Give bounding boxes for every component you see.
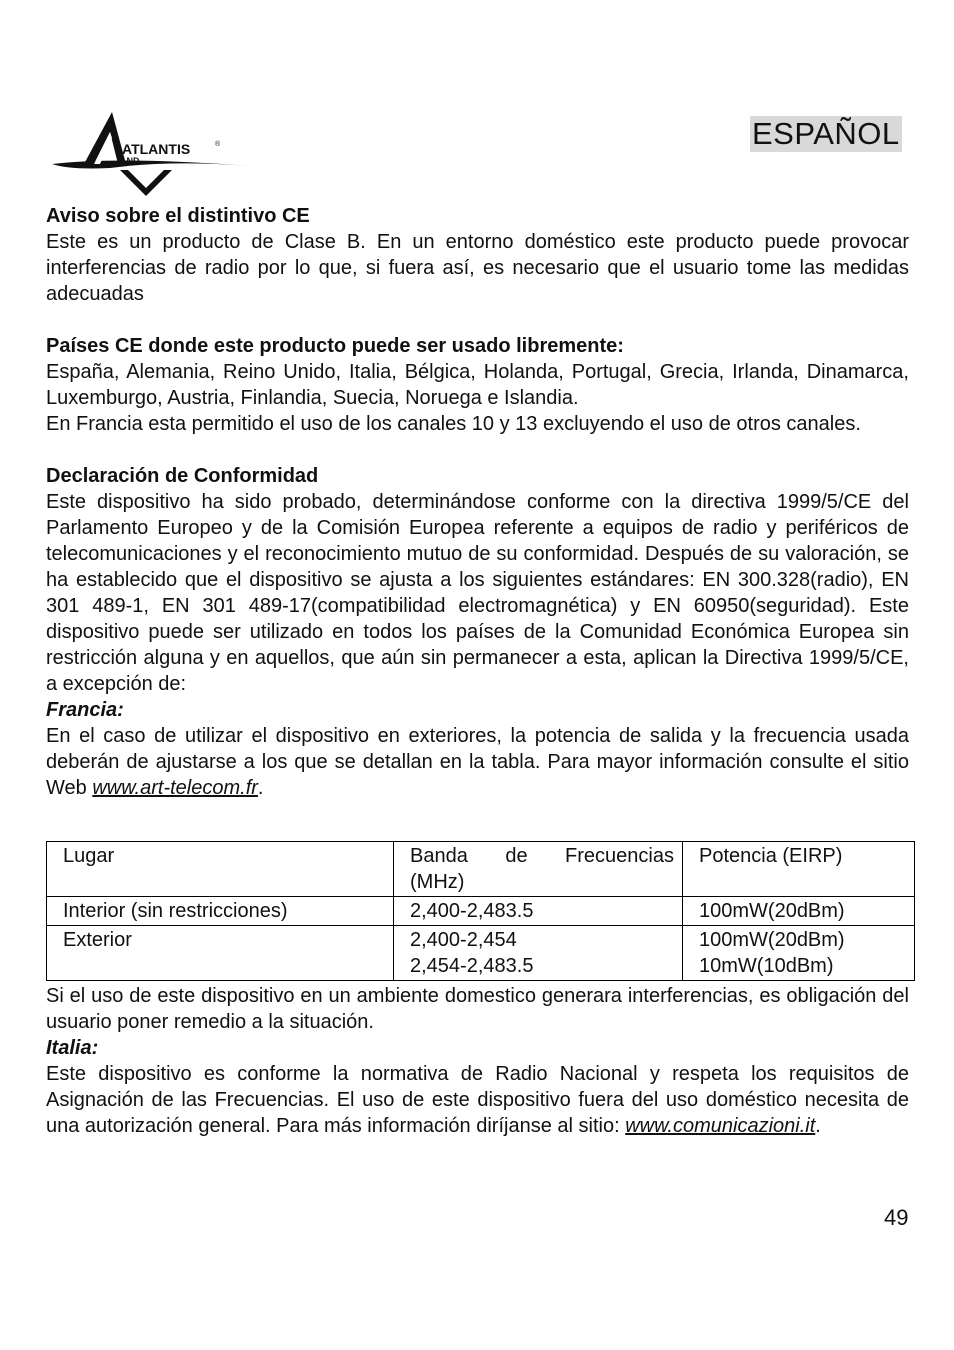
comunicazioni-link[interactable]: www.comunicazioni.it [625, 1115, 816, 1137]
ce-countries-title: Países CE donde este producto puede ser usado libremente: [46, 335, 624, 357]
logo-chevron [120, 170, 172, 196]
conformity-title: Declaración de Conformidad [46, 465, 319, 487]
document-body [46, 203, 909, 1139]
ce-notice-body: Este es un producto de Clase B. En un entorno doméstico este producto puede provocar interferencias de radio por lo que, si fuera así, es necesario que el usuario tome las medidas adecuadas [46, 231, 909, 305]
table-cell: 100mW(20dBm) [683, 897, 915, 926]
art-telecom-link[interactable]: www.art-telecom.fr [92, 777, 258, 799]
language-label: ESPAÑOL [752, 116, 900, 151]
italia-title: Italia: [46, 1037, 99, 1059]
table-cell: 2,400-2,483.5 [394, 897, 683, 926]
table-cell: Exterior [47, 926, 394, 981]
france-channels-note: En Francia esta permitido el uso de los canales 10 y 13 excluyendo el uso de otros canales. [46, 413, 861, 435]
table-cell: 2,400-2,454 2,454-2,483.5 [394, 926, 683, 981]
table-cell: Interior (sin restricciones) [47, 897, 394, 926]
ce-notice-title: Aviso sobre el distintivo CE [46, 205, 310, 227]
logo-text: ATLANTIS [122, 141, 191, 157]
table-header-cell: Banda de Frecuencias (MHz) [394, 842, 683, 897]
table-cell: 100mW(20dBm) 10mW(10dBm) [683, 926, 915, 981]
logo-registered-icon: ® [215, 141, 221, 148]
ce-countries-list: España, Alemania, Reino Unido, Italia, Bélgica, Holanda, Portugal, Grecia, Irlanda, Dinamarca, Luxemburgo, Austria, Finlandia, Suecia, Noruega e Islandia. [46, 361, 909, 409]
atlantis-logo [50, 108, 250, 200]
page-number: 49 [884, 1205, 909, 1230]
logo-swoosh [52, 160, 250, 168]
frequency-table [46, 841, 915, 981]
conformity-body: Este dispositivo ha sido probado, determinándose conforme con la directiva 1999/5/CE del Parlamento Europeo y de la Comisión Europea referente a equipos de radio y periféricos de telecomunicaciones y el reconocimiento mutuo de su conformidad. Después de su valoración, se ha establecido que el dispositivo se ajusta a los siguientes estándares: EN 300.328(radio), EN 301 489-1, EN 301 489-17(compatibilidad electromagnética) y EN 60950(seguridad). Este dispositivo puede ser utilizado en todos los países de la Comunidad Económica Europea sin restricción alguna y en aquellos, que aún sin permanecer a esta, aplican la Directiva 1999/5/CE, a excepción de: [46, 491, 909, 695]
francia-title: Francia: [46, 699, 124, 721]
francia-body: En el caso de utilizar el dispositivo en exteriores, la potencia de salida y la frecuencia usada deberán de ajustarse a los que se detallan en la tabla. Para mayor información consulte el sitio Web www.art-telecom.fr. [46, 725, 909, 799]
italia-body: Este dispositivo es conforme la normativa de Radio Nacional y respeta los requisitos de Asignación de las Frecuencias. El uso de este dispositivo fuera del uso doméstico necesita de una autorización general. Para más información diríjanse al sitio: www.comunicazioni.it. [46, 1063, 909, 1137]
table-header-cell: Potencia (EIRP) [683, 842, 915, 897]
interference-note: Si el uso de este dispositivo en un ambiente domestico generara interferencias, es obligación del usuario poner remedio a la situación. [46, 985, 909, 1033]
table-header-row [47, 842, 915, 897]
logo-sub: AND [120, 156, 140, 166]
table-header-cell: Lugar [47, 842, 394, 897]
table-row [47, 897, 915, 926]
table-row [47, 926, 915, 981]
